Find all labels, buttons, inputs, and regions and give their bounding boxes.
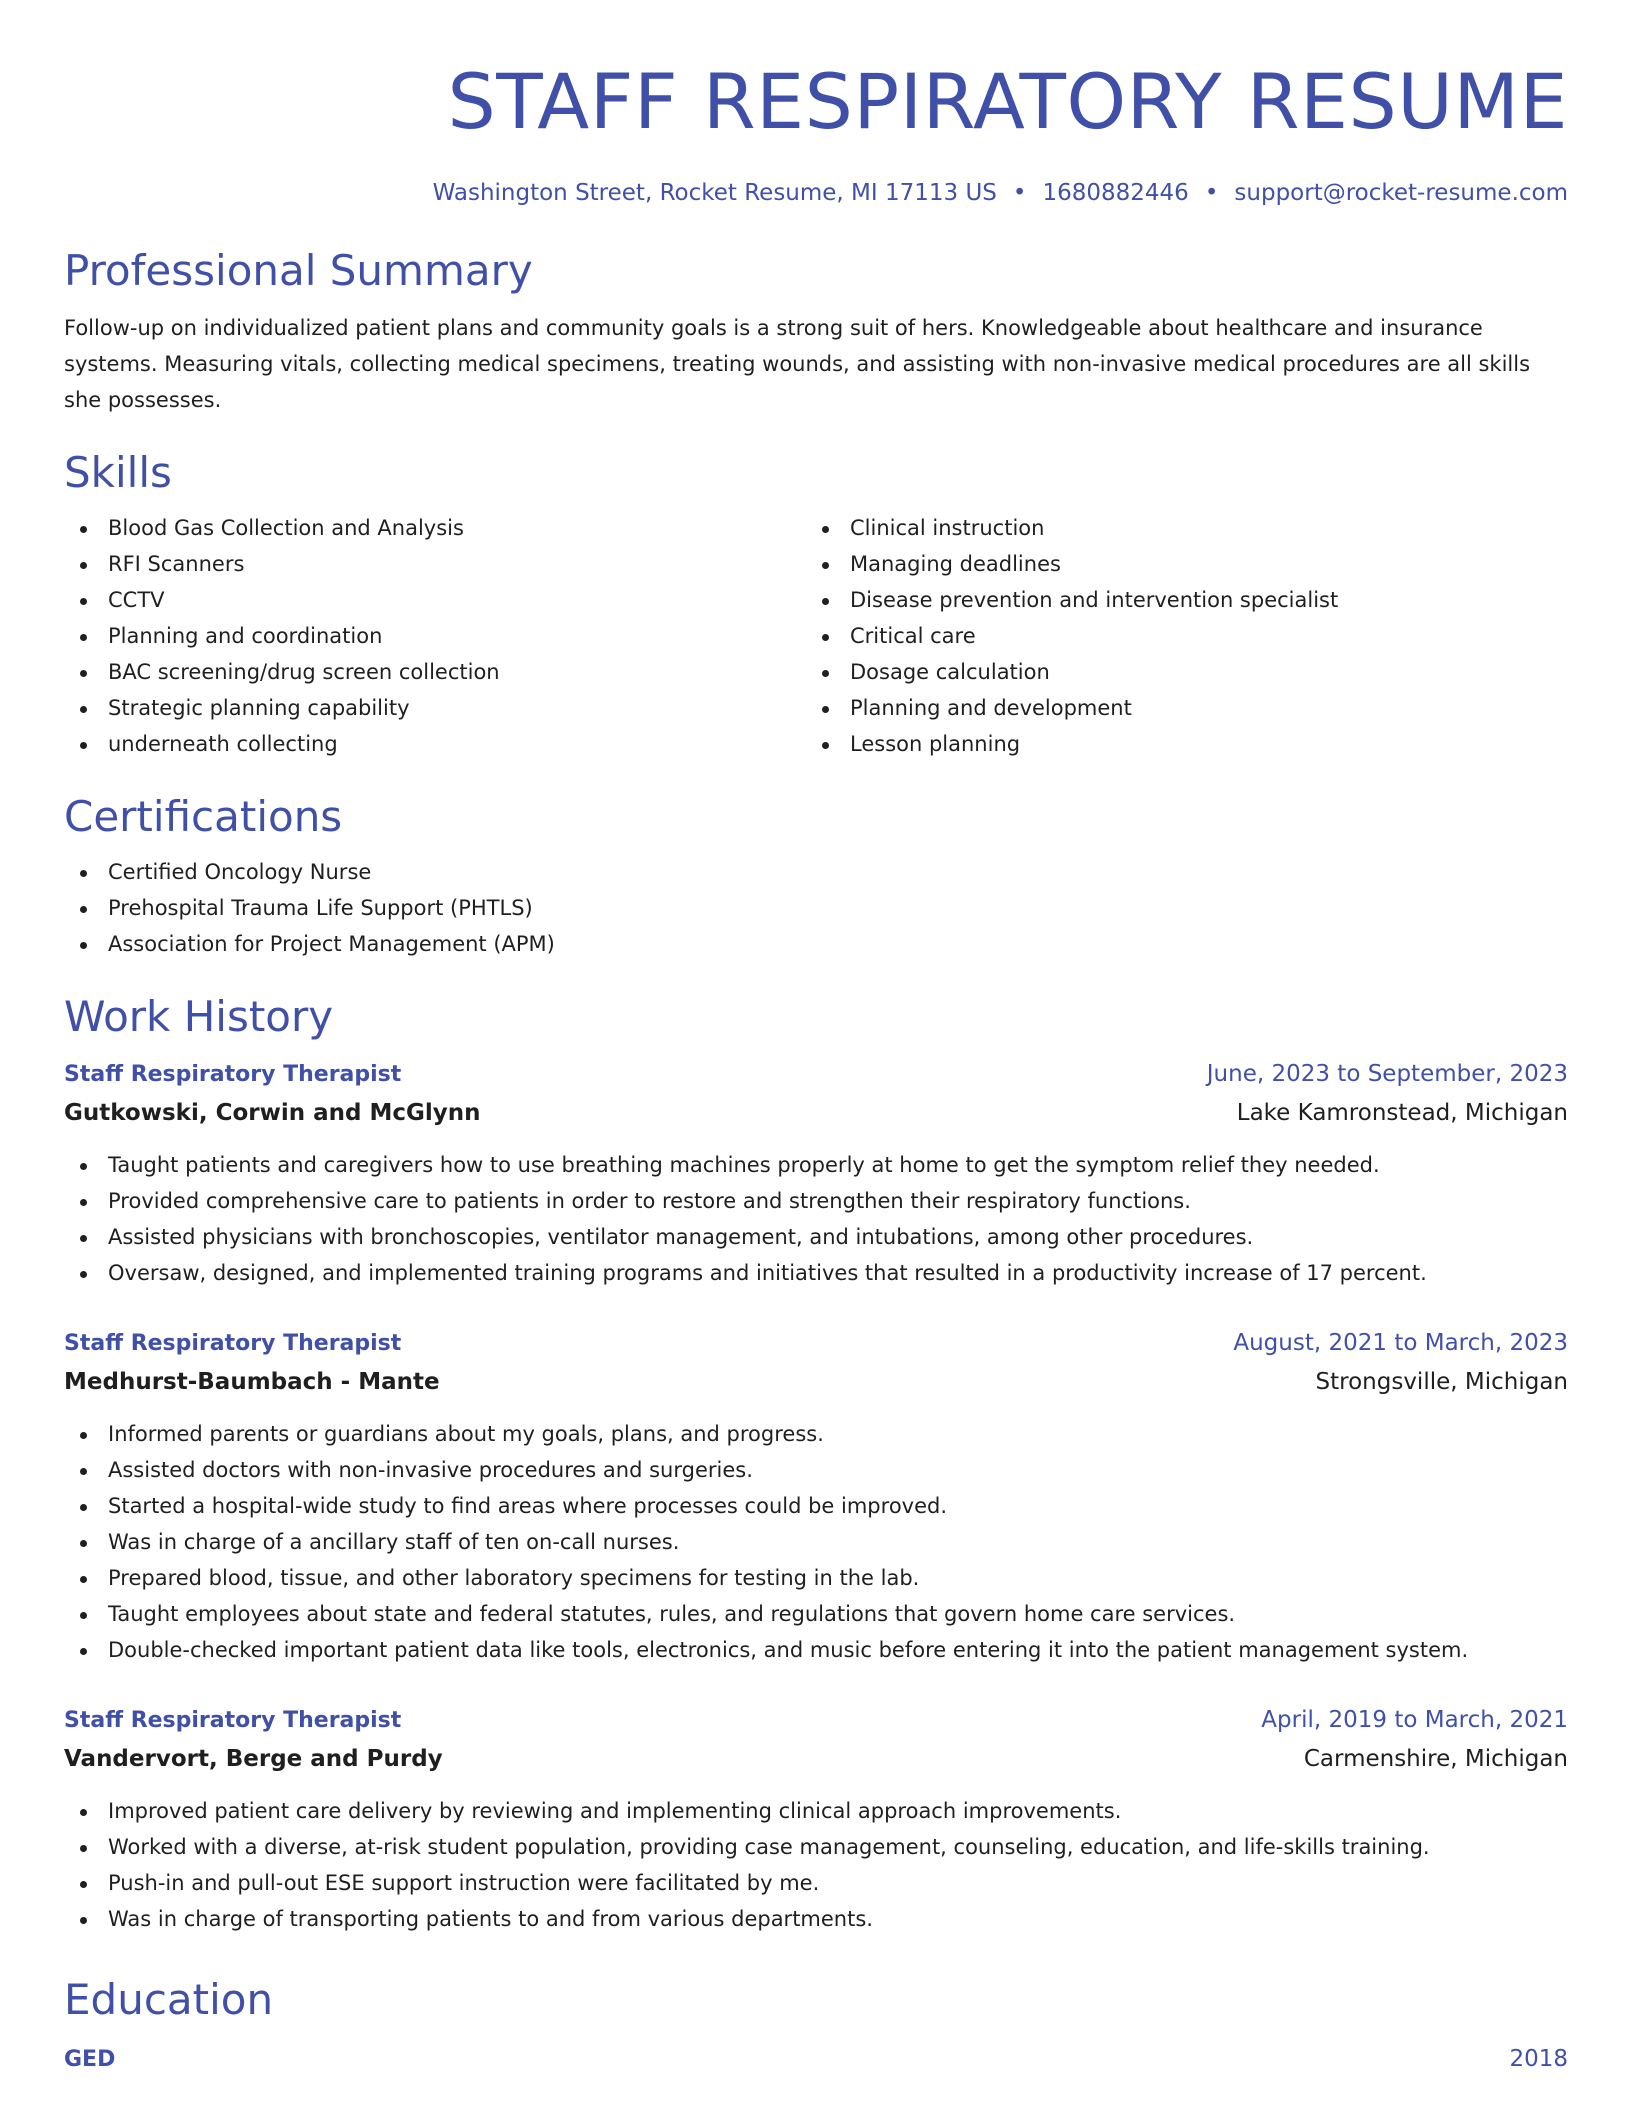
job-bullets [64, 1416, 1568, 1668]
summary-heading: Professional Summary [64, 246, 533, 295]
skill-item: Critical care [806, 618, 1548, 654]
job-company: Vandervort, Berge and Purdy [64, 1746, 443, 1772]
skill-item: CCTV [64, 582, 806, 618]
job-location: Strongsville, Michigan [1315, 1369, 1568, 1395]
job-bullet: Informed parents or guardians about my goals, plans, and progress. [64, 1416, 1568, 1452]
job-location: Carmenshire, Michigan [1303, 1746, 1568, 1772]
job-bullet: Double-checked important patient data like tools, electronics, and music before entering it into the patient management system. [64, 1632, 1568, 1668]
skills-heading: Skills [64, 448, 172, 497]
job-bullet: Assisted physicians with bronchoscopies, ventilator management, and intubations, among other procedures. [64, 1219, 1568, 1255]
job-bullet: Improved patient care delivery by reviewing and implementing clinical approach improvements. [64, 1793, 1568, 1829]
resume-page [64, 0, 1568, 2078]
job-location: Lake Kamronstead, Michigan [1236, 1100, 1568, 1126]
skill-item: BAC screening/drug screen collection [64, 654, 806, 690]
skill-item: Managing deadlines [806, 546, 1548, 582]
job-title-row [64, 1056, 1568, 1093]
job-title: Staff Respiratory Therapist [64, 1331, 402, 1356]
job-bullet: Provided comprehensive care to patients in order to restore and strengthen their respiratory functions. [64, 1183, 1568, 1219]
job-bullet: Push-in and pull-out ESE support instruction were facilitated by me. [64, 1865, 1568, 1901]
job-bullet: Taught patients and caregivers how to use breathing machines properly at home to get the symptom relief they needed. [64, 1147, 1568, 1183]
education-heading: Education [64, 1975, 274, 2024]
education-year: 2018 [1509, 2046, 1568, 2072]
job-entry [64, 1325, 1568, 1668]
contact-address: Washington Street, Rocket Resume, MI 17113 US [432, 180, 997, 206]
job-bullets [64, 1793, 1568, 1937]
skills-list-right [806, 510, 1548, 762]
job-title: Staff Respiratory Therapist [64, 1708, 402, 1733]
certification-item: Prehospital Trauma Life Support (PHTLS) [64, 890, 1568, 926]
skill-item: Blood Gas Collection and Analysis [64, 510, 806, 546]
contact-separator: • [1204, 180, 1219, 206]
certifications-list [64, 854, 1568, 962]
job-title-row [64, 1325, 1568, 1362]
job-entry [64, 1056, 1568, 1291]
contact-separator: • [1012, 180, 1027, 206]
job-company-row [64, 1093, 1568, 1133]
job-bullet: Prepared blood, tissue, and other laboratory specimens for testing in the lab. [64, 1560, 1568, 1596]
job-bullet: Worked with a diverse, at-risk student population, providing case management, counseling, education, and life-skills training. [64, 1829, 1568, 1865]
skills-grid [64, 510, 1568, 762]
skill-item: Clinical instruction [806, 510, 1548, 546]
certification-item: Association for Project Management (APM) [64, 926, 1568, 962]
job-dates: June, 2023 to September, 2023 [1206, 1061, 1568, 1087]
job-bullet: Started a hospital-wide study to find areas where processes could be improved. [64, 1488, 1568, 1524]
contact-phone: 1680882446 [1042, 180, 1189, 206]
job-company: Medhurst-Baumbach - Mante [64, 1369, 440, 1395]
education-entry [64, 2041, 1568, 2078]
skill-item: RFI Scanners [64, 546, 806, 582]
certification-item: Certified Oncology Nurse [64, 854, 1568, 890]
job-entry [64, 1702, 1568, 1937]
job-company: Gutkowski, Corwin and McGlynn [64, 1100, 481, 1126]
contact-line [64, 178, 1568, 208]
job-title-row [64, 1702, 1568, 1739]
education-degree: GED [64, 2047, 116, 2072]
job-bullets [64, 1147, 1568, 1291]
skill-item: underneath collecting [64, 726, 806, 762]
skill-item: Disease prevention and intervention specialist [806, 582, 1548, 618]
job-bullet: Assisted doctors with non-invasive procedures and surgeries. [64, 1452, 1568, 1488]
job-company-row [64, 1739, 1568, 1779]
skill-item: Planning and development [806, 690, 1548, 726]
skill-item: Dosage calculation [806, 654, 1548, 690]
job-title: Staff Respiratory Therapist [64, 1062, 402, 1087]
summary-text: Follow-up on individualized patient plans and community goals is a strong suit of hers. Knowledgeable about healthcare and insurance systems. Measuring vitals, collecting medical specimens, treating wounds, and assisting with non-invasive medical procedures are all skills she possesses. [64, 316, 1531, 412]
skill-item: Strategic planning capability [64, 690, 806, 726]
job-dates: April, 2019 to March, 2021 [1261, 1707, 1568, 1733]
skill-item: Planning and coordination [64, 618, 806, 654]
certifications-heading: Certifications [64, 792, 343, 841]
job-bullet: Taught employees about state and federal statutes, rules, and regulations that govern home care services. [64, 1596, 1568, 1632]
job-bullet: Oversaw, designed, and implemented training programs and initiatives that resulted in a productivity increase of 17 percent. [64, 1255, 1568, 1291]
contact-email: support@rocket-resume.com [1234, 180, 1568, 206]
skill-item: Lesson planning [806, 726, 1548, 762]
job-dates: August, 2021 to March, 2023 [1233, 1330, 1568, 1356]
job-company-row [64, 1362, 1568, 1402]
resume-title: STAFF RESPIRATORY RESUME [447, 57, 1568, 146]
work-history-heading: Work History [64, 992, 334, 1041]
job-bullet: Was in charge of a ancillary staff of ten on-call nurses. [64, 1524, 1568, 1560]
job-bullet: Was in charge of transporting patients to and from various departments. [64, 1901, 1568, 1937]
skills-list-left [64, 510, 806, 762]
